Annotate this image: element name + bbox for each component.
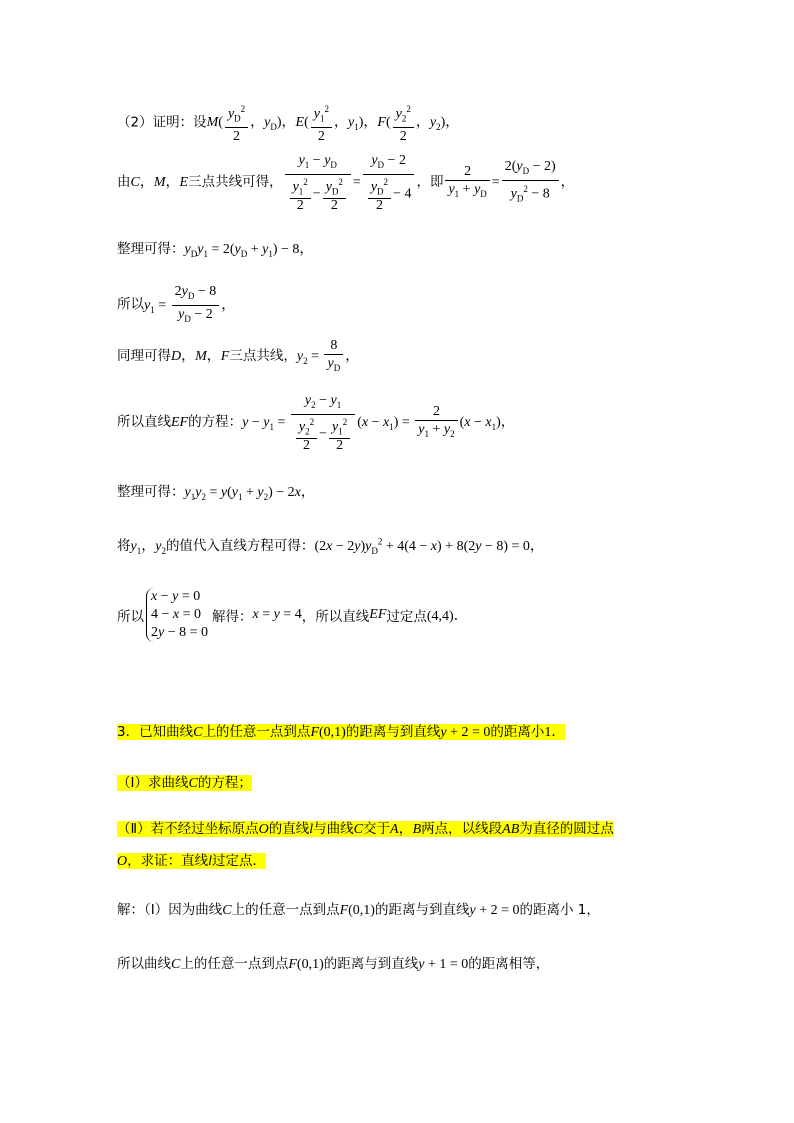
formula-points: M( $\frac{y_D^2}{2}$ ，$y_D$)，E( $\frac{y_1^2}{2}$ ，$y_1$)，F( $\frac{y_2^2}{2}$ ，$y_2$)， xyxy=(207,115,460,130)
substitute-line: 将$y_1$，$y_2$的值代入直线方程可得：$(2x - 2y)y_D^2 + 4(4 - x) + 8(2y - 8) = 0$， xyxy=(117,536,544,556)
equation-system: x − y = 0 4 − x = 0 2y − 8 = 0 xyxy=(146,588,208,642)
formula-slope-equality: $y_1 - y_D$ $\frac{y_1^2}{2}$ − $\frac{y_D^2}{2}$ = $y_D - 2$ $\frac{y_D^2}{2}$ − 4 xyxy=(283,175,417,190)
proof-intro-line: （2）证明：设M( $\frac{y_D^2}{2}$ ，$y_D$)，E( $\frac{y_1^2}{2}$ ，$y_1$)，F( $\frac{y_2^2}{2}$ ，$y_2$)， xyxy=(117,101,459,145)
simplify-line-1: 整理可得：$y_Dy_1 = 2(y_D + y_1) - 8$， xyxy=(117,241,314,259)
line-ef-equation: 所以直线EF的方程：$y - y_1$ = $y_2 - y_1$ $\frac{y_2^2}{2}$ − $\frac{y_1^2}{2}$ $(x - x_1)$ = $\frac{2}{y_1 + y_2}$ $(x - x_1)$， xyxy=(117,393,515,454)
y2-line: 同理可得D，M，F三点共线，$y_2$ = $\frac{8}{y_D}$ ， xyxy=(117,338,360,373)
solution-line-1: 解：（Ⅰ）因为曲线C上的任意一点到点F(0,1)的距离与到直线y + 2 = 0的距离小 1， xyxy=(117,902,600,918)
solution-line-2: 所以曲线C上的任意一点到点F(0,1)的距离与到直线y + 1 = 0的距离相等， xyxy=(117,956,550,972)
problem-3-part-2: （Ⅱ）若不经过坐标原点O的直线l与曲线C交于A，B两点，以线段AB为直径的圆过点 xyxy=(117,821,614,837)
y1-line: 所以$y_1$ = $\frac{2y_D - 8}{y_D - 2}$ ， xyxy=(117,284,236,324)
problem-3-part-1: （Ⅰ）求曲线C的方程； xyxy=(117,775,252,791)
collinear-line: 由C，M，E三点共线可得， $y_1 - y_D$ $\frac{y_1^2}{2}$ − $\frac{y_D^2}{2}$ = $y_D - 2$ $\frac{y_D^2}{2}$ − 4 ，即 $\frac{2}{y_1 + y_D}$ = $\frac{2(y_D - 2)}{y_D^2 - 8}$ ， xyxy=(117,153,575,214)
system-line: 所以 x − y = 0 4 − x = 0 2y − 8 = 0 解得：x = y = 4，所以直线EF过定点(4,4)． xyxy=(117,589,468,640)
problem-3-statement: 3．已知曲线C上的任意一点到点F(0,1)的距离与到直线y + 2 = 0的距离小1． xyxy=(117,724,566,740)
problem-3-part-2-cont: O，求证：直线l过定点． xyxy=(117,853,267,869)
simplify-line-2: 整理可得：$y_1y_2 = y(y_1 + y_2) - 2x$， xyxy=(117,484,315,502)
